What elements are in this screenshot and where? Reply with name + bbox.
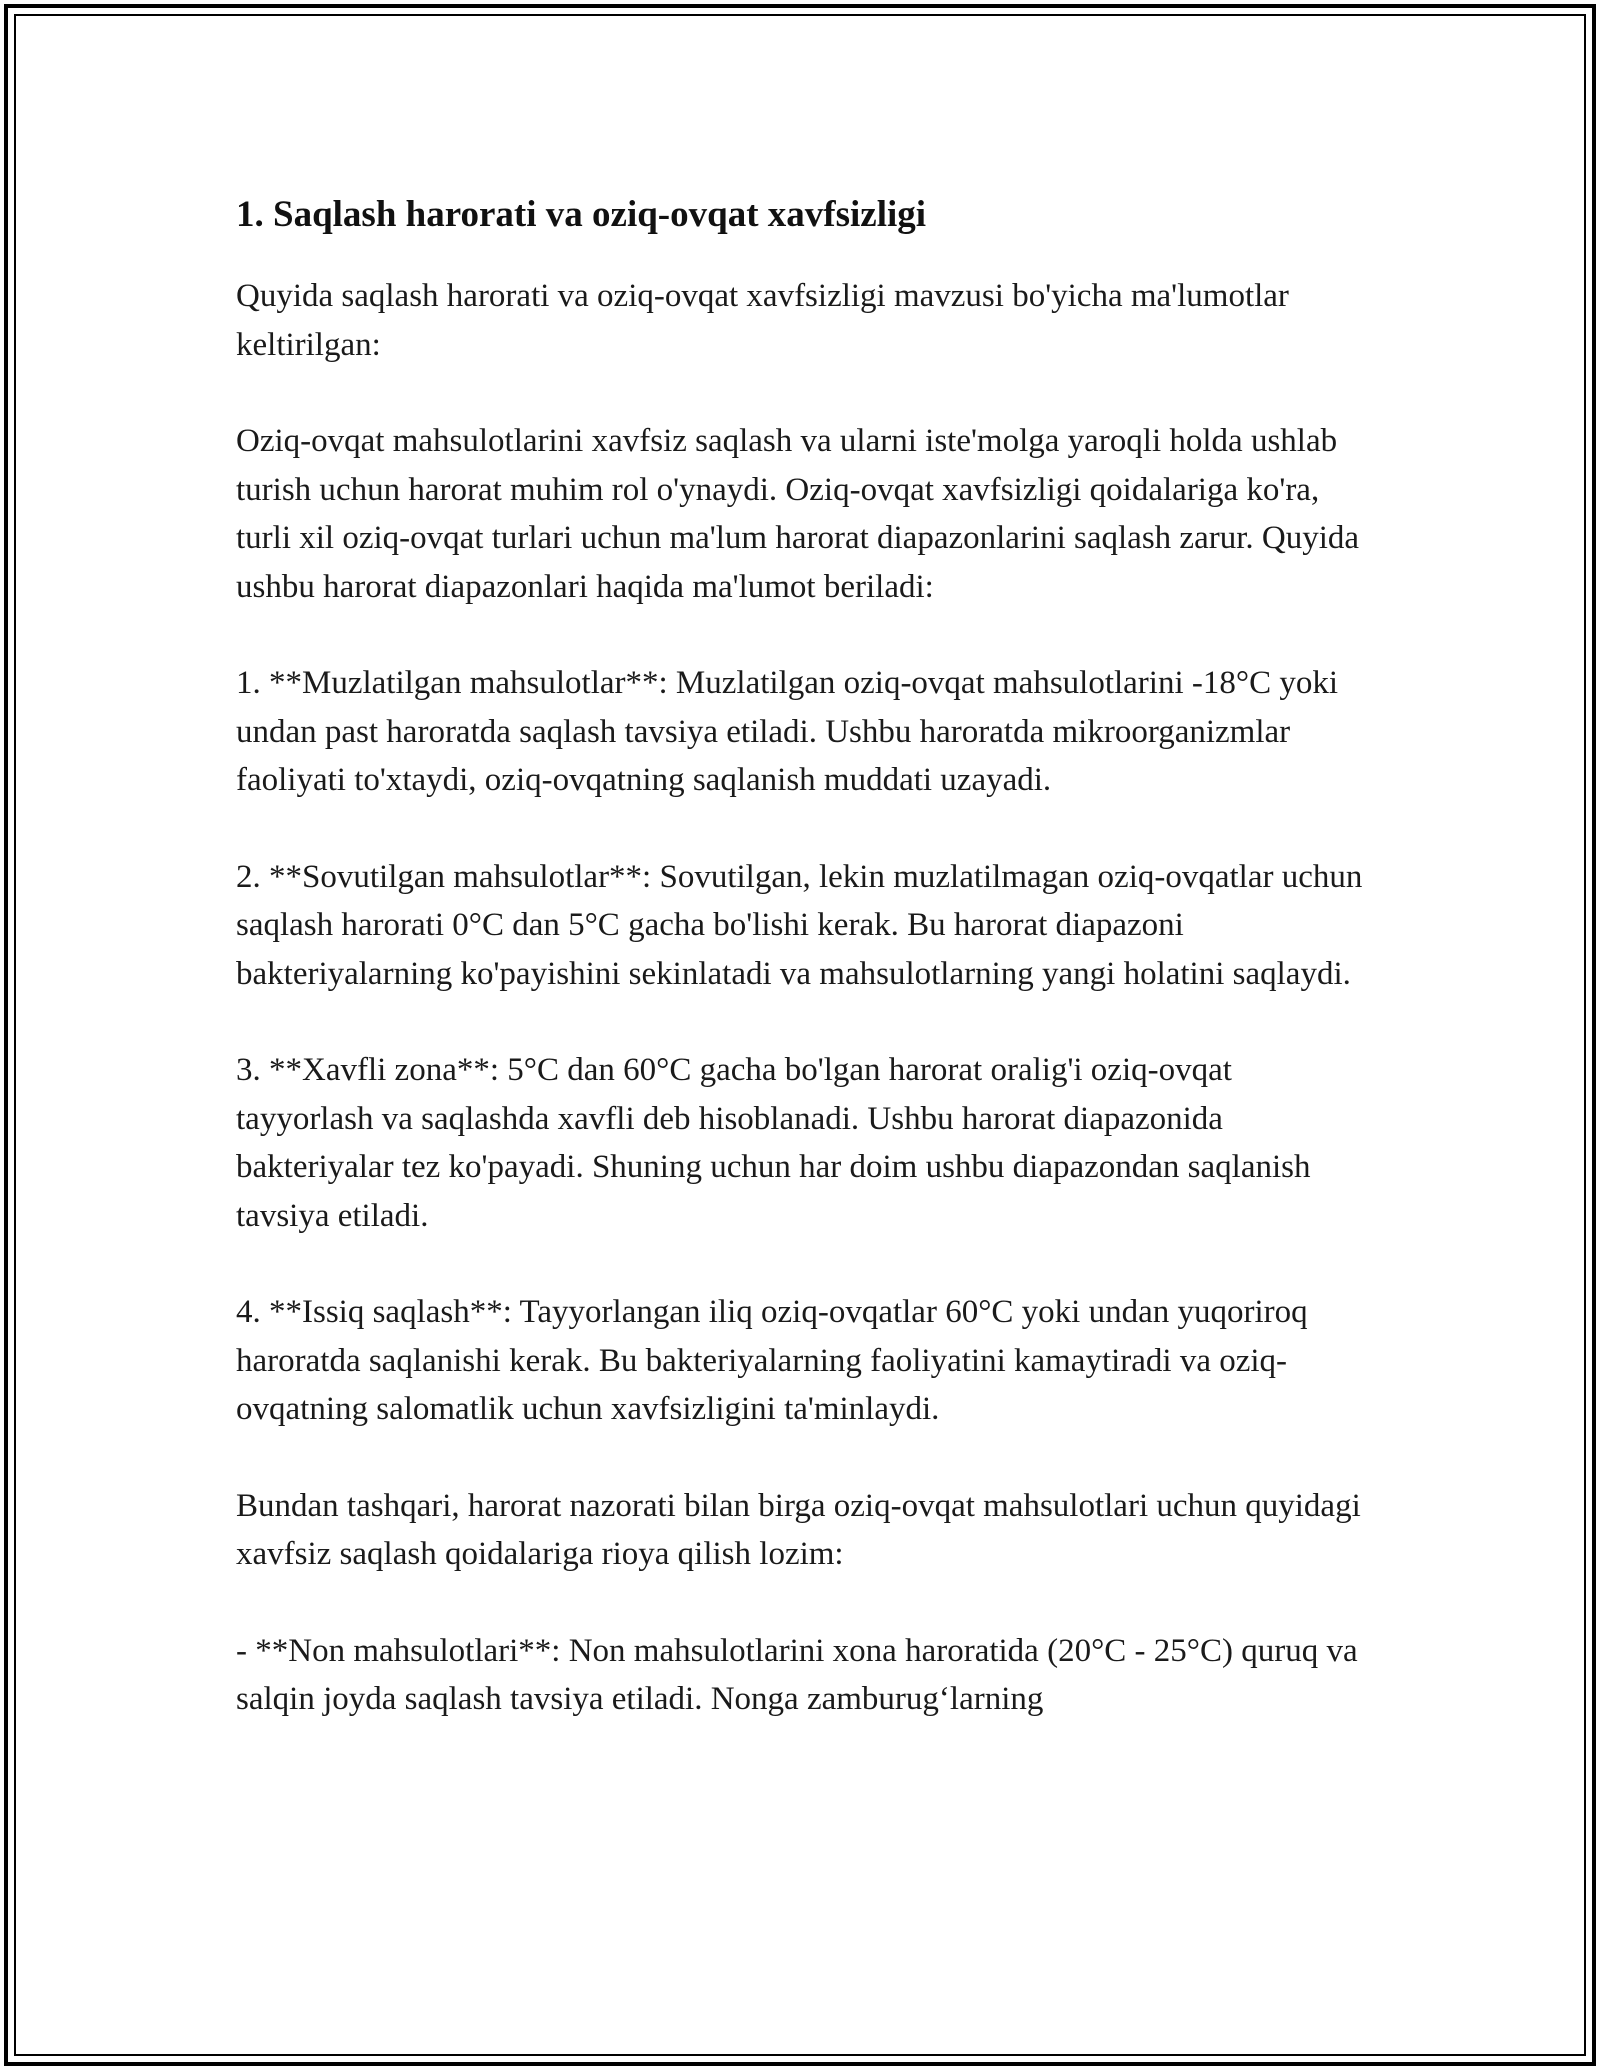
additional-rules-paragraph: Bundan tashqari, harorat nazorati bilan birga oziq-ovqat mahsulotlari uchun quyidagi xavfsiz saqlash qoidalariga rioya qilish lozim: [236,1487,1361,1572]
document-title: 1. Saqlash harorati va oziq-ovqat xavfsizligi [236,194,927,235]
intro-paragraph: Quyida saqlash harorati va oziq-ovqat xavfsizligi mavzusi bo'yicha ma'lumotlar keltirilgan: [236,278,1289,363]
list-item-hot-holding: 4. **Issiq saqlash**: Tayyorlangan iliq oziq-ovqatlar 60°C yoki undan yuqoriroq haroratda saqlanishi kerak. Bu bakteriyalarning faoliyatini kamaytiradi va oziq-ovqatning salomatlik uchun xavfsizligini ta'minlaydi. [236,1294,1308,1427]
document-body [236,186,1366,1772]
list-item-danger-zone: 3. **Xavfli zona**: 5°C dan 60°C gacha bo'lgan harorat oralig'i oziq-ovqat tayyorlash va saqlashda xavfli deb hisoblanadi. Ushbu harorat diapazonida bakteriyalar tez ko'payadi. Shuning uchun har doim ushbu diapazondan saqlanish tavsiya etiladi. [236,1052,1311,1234]
list-item-chilled-products: 2. **Sovutilgan mahsulotlar**: Sovutilgan, lekin muzlatilmagan oziq-ovqatlar uchun saqlash harorati 0°C dan 5°C gacha bo'lishi kerak. Bu harorat diapazoni bakteriyalarning ko'payishini sekinlatadi va mahsulotlarning yangi holatini saqlaydi. [236,858,1363,992]
overview-paragraph: Oziq-ovqat mahsulotlarini xavfsiz saqlash va ularni iste'molga yaroqli holda ushlab turish uchun harorat muhim rol o'ynaydi. Oziq-ovqat xavfsizligi qoidalariga ko'ra, turli xil oziq-ovqat turlari uchun ma'lum harorat diapazonlarini saqlash zarur. Quyida ushbu harorat diapazonlari haqida ma'lumot beriladi: [236,423,1360,605]
list-item-frozen-products: 1. **Muzlatilgan mahsulotlar**: Muzlatilgan oziq-ovqat mahsulotlarini -18°C yoki undan past haroratda saqlash tavsiya etiladi. Ushbu haroratda mikroorganizmlar faoliyati to'xtaydi, oziq-ovqatning saqlanish muddati uzayadi. [236,665,1339,798]
bullet-item-bread-products: - **Non mahsulotlari**: Non mahsulotlarini xona haroratida (20°C - 25°C) quruq va salqin joyda saqlash tavsiya etiladi. Nonga zamburug‘larning [236,1632,1358,1717]
